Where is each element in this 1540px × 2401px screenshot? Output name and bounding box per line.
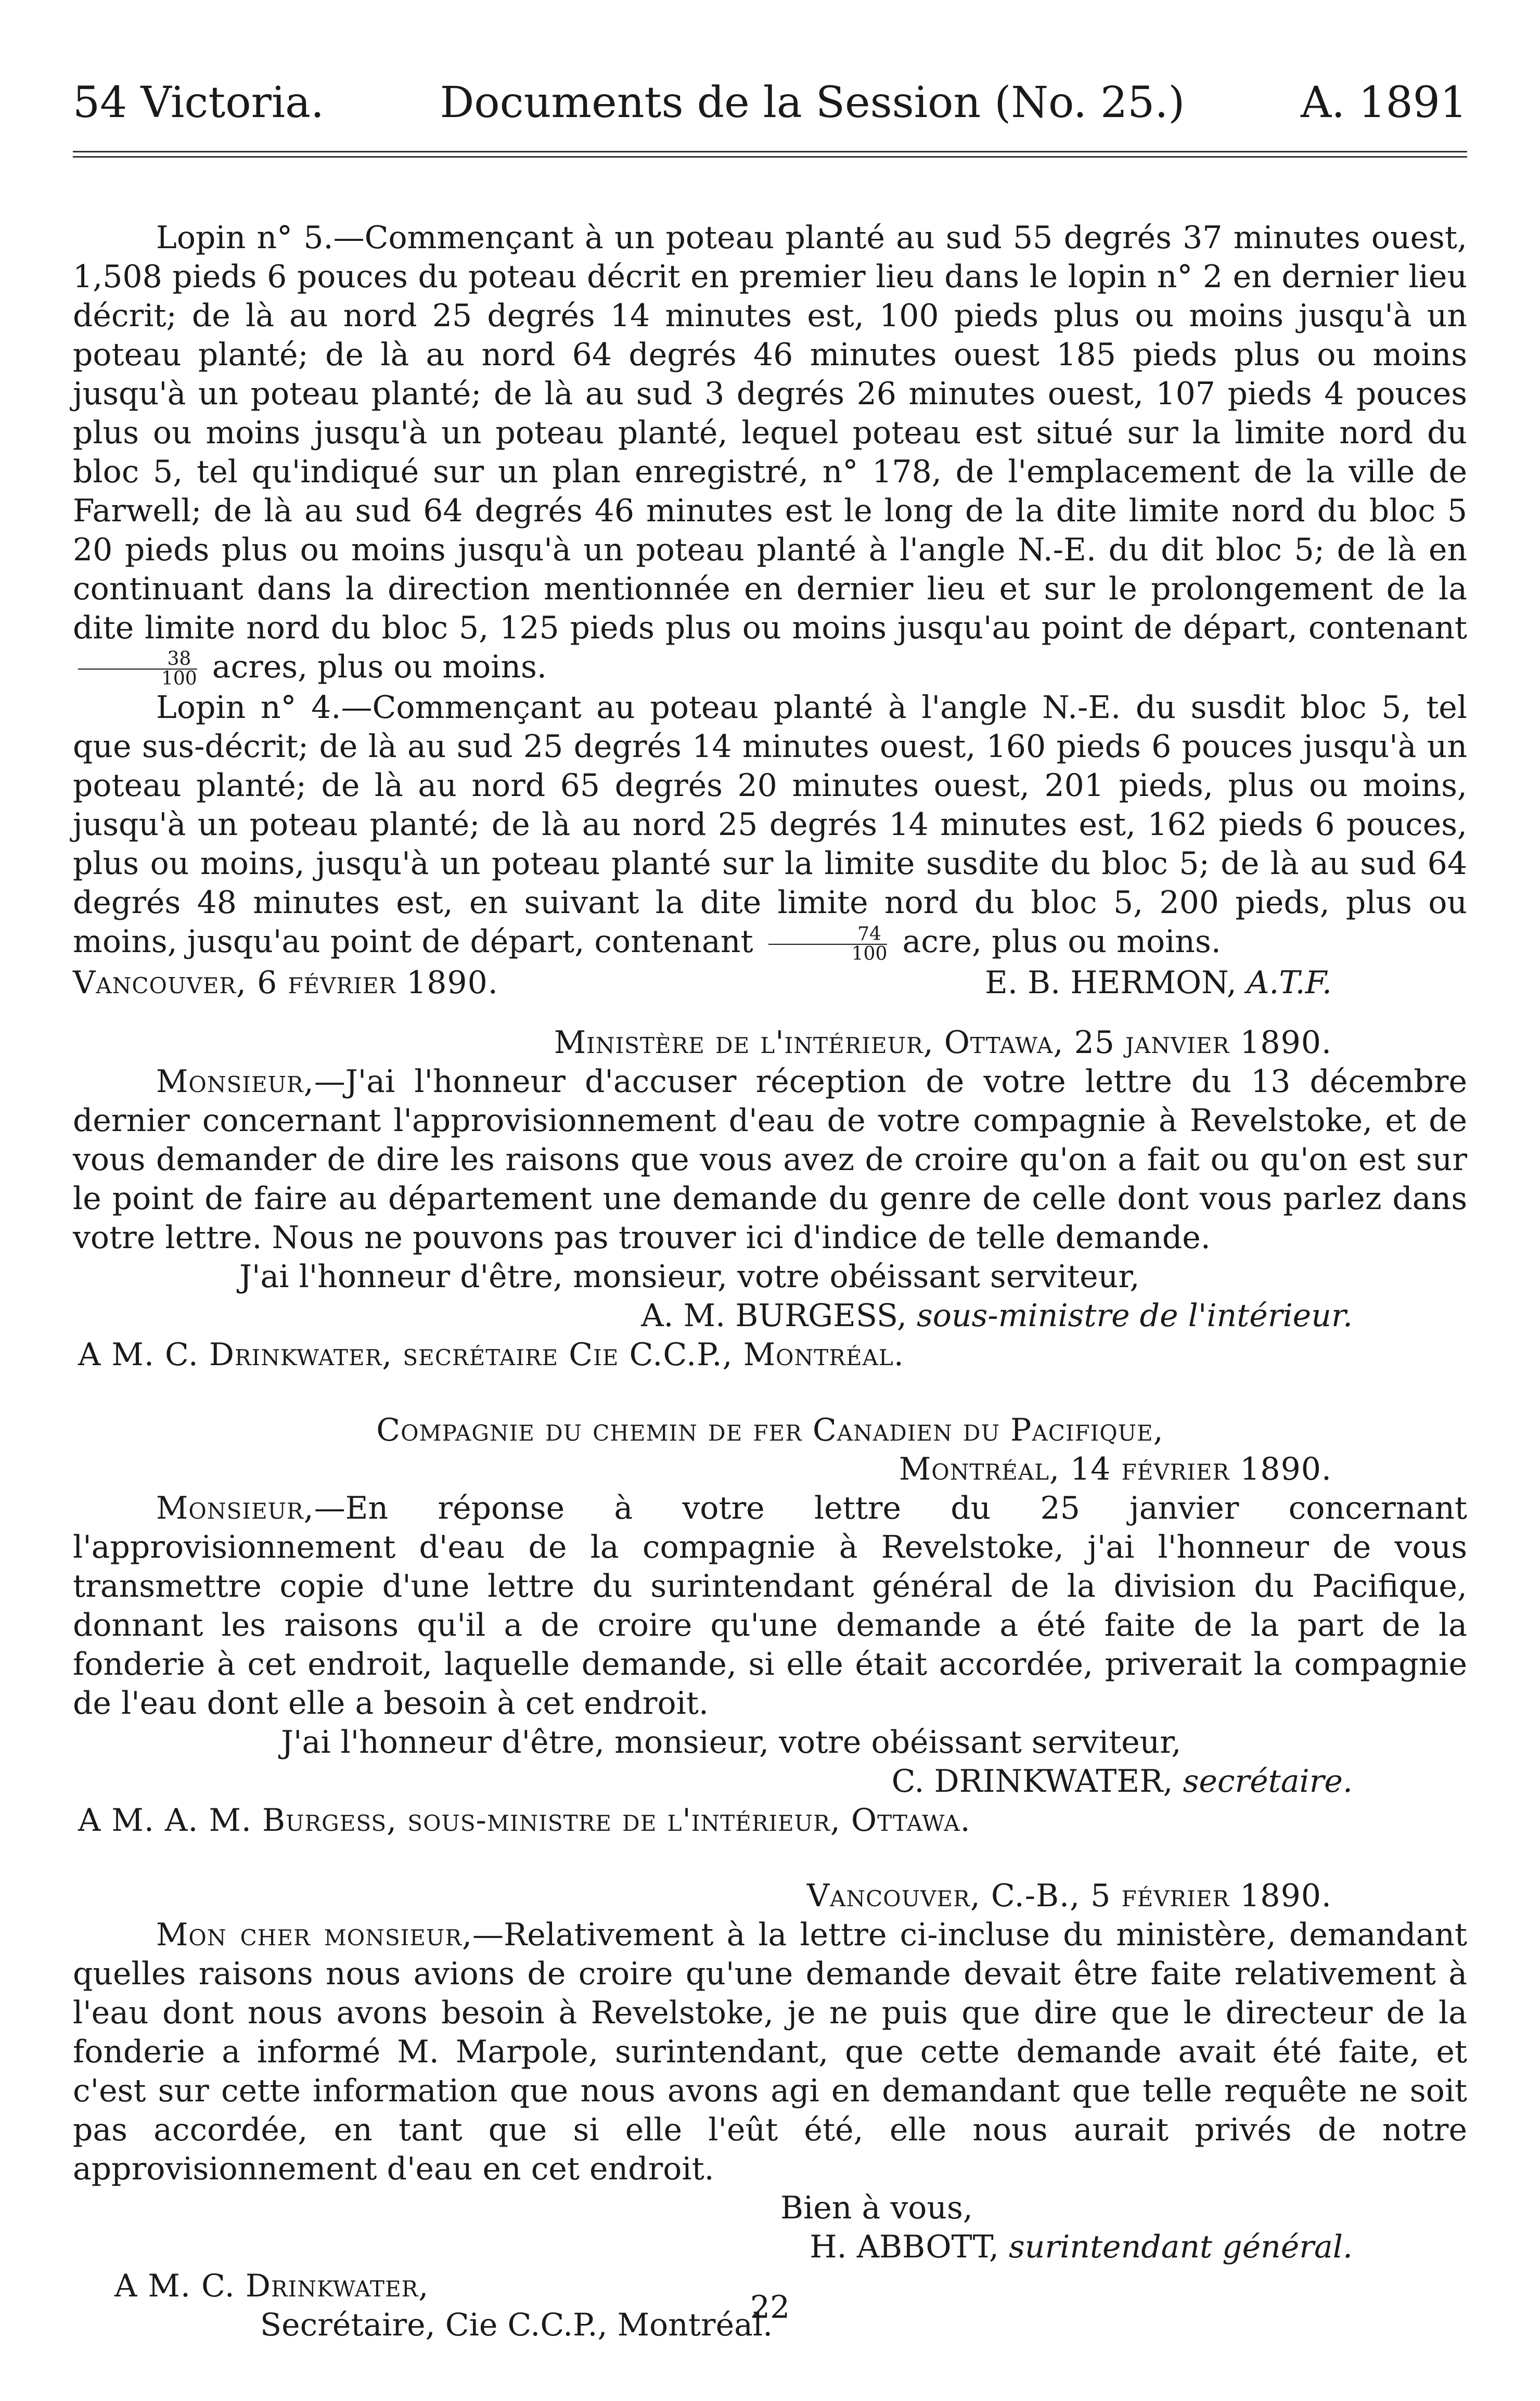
letter-2-body: Monsieur,—En réponse à votre lettre du 25 janvier concernant l'approvisionnement d'eau de la compagnie à Revelstoke, j'ai l'honneur de vous transmettre copie d'une lettre du surintendant général de la division du Pacifique, donnant les raisons qu'il a de croire qu'une demande a été faite de la part de la fonderie à cet endroit, laquelle demande, si elle était accordée, priverait la compagnie de l'eau dont elle a besoin à cet endroit. (73, 1490, 1467, 1722)
fraction-74-100: $\frac{74}{100}$ (768, 925, 888, 964)
letter-3-dateline: Vancouver, C.-B., 5 février 1890. (806, 1877, 1332, 1914)
letter-2-closing: J'ai l'honneur d'être, monsieur, votre obéissant serviteur, (281, 1724, 1182, 1761)
body-text (73, 219, 1467, 2345)
letter-1-closing: J'ai l'honneur d'être, monsieur, votre obéissant serviteur, (239, 1258, 1140, 1295)
letter-3-closing: Bien à vous, (780, 2189, 973, 2226)
letter-3-addressee-line-1: A M. C. Drinkwater, (114, 2267, 429, 2304)
header-volume: 54 Victoria. (73, 78, 325, 127)
header-title: Documents de la Session (No. 25.) (440, 78, 1185, 127)
place-date: Vancouver, 6 février 1890. (73, 964, 498, 1001)
surveyor-signature: E. B. HERMON, A.T.F. (985, 964, 1332, 1001)
lopin-4-signature-line (73, 964, 1467, 1003)
letter-2-salutation: Monsieur, (156, 1490, 314, 1526)
letter-3-body: Mon cher monsieur,—Relativement à la lettre ci-incluse du ministère, demandant quelles raisons nous avions de croire qu'une demande devait être faite relativement à l'eau dont nous avons besoin à Revelstoke, je ne puis que dire que le directeur de la fonderie a informé M. Marpole, surintendant, que cette demande avait été faite, et c'est sur cette information que nous avons agi en demandant que telle requête ne soit pas accordée, en tant que si elle l'eût été, elle nous aurait privés de notre approvisionnement d'eau en cet endroit. (73, 1916, 1467, 2187)
letter-3-salutation: Mon cher monsieur, (156, 1916, 473, 1953)
page-number: 22 (750, 2289, 790, 2326)
letter-1-signature: A. M. BURGESS, sous-ministre de l'intérieur. (641, 1297, 1353, 1334)
letter-2-addressee: A M. A. M. Burgess, sous-ministre de l'intérieur, Ottawa. (78, 1802, 971, 1839)
letter-2-signature: C. DRINKWATER, secrétaire. (891, 1763, 1353, 1800)
letter-3-addressee-line-2: Secrétaire, Cie C.C.P., Montréal. (260, 2306, 773, 2343)
letter-1-dateline: Ministère de l'intérieur, Ottawa, 25 janvier 1890. (554, 1024, 1332, 1061)
letter-1-body: Monsieur,—J'ai l'honneur d'accuser réception de votre lettre du 13 décembre dernier concernant l'approvisionnement d'eau de votre compagnie à Revelstoke, et de vous demander de dire les raisons que vous avez de croire qu'on a fait ou qu'on est sur le point de faire au département une demande du genre de celle dont vous parlez dans votre lettre. Nous ne pouvons pas trouver ici d'indice de telle demande. (73, 1063, 1467, 1256)
lopin-4-paragraph: Lopin n° 4.—Commençant au poteau planté à l'angle N.-E. du susdit bloc 5, tel que sus-décrit; de là au sud 25 degrés 14 minutes ouest, 160 pieds 6 pouces jusqu'à un poteau planté; de là au nord 65 degrés 20 minutes ouest, 201 pieds, plus ou moins, jusqu'à un poteau planté; de là au nord 25 degrés 14 minutes est, 162 pieds 6 pouces, plus ou moins, jusqu'à un poteau planté sur la limite susdite du bloc 5; de là au sud 64 degrés 48 minutes est, en suivant la dite limite nord du bloc 5, 200 pieds, plus ou moins, jusqu'au point de départ, contenant $\frac{74}{100}$ acre, plus ou moins. (73, 689, 1467, 965)
running-header (73, 78, 1467, 135)
header-rule-top (73, 151, 1467, 152)
letter-1-salutation: Monsieur, (156, 1063, 314, 1100)
header-rule-bottom (73, 156, 1467, 158)
header-year: A. 1891 (1300, 78, 1467, 127)
letter-2-heading: Compagnie du chemin de fer Canadien du Pacifique, (376, 1411, 1164, 1448)
letter-1-addressee: A M. C. Drinkwater, secrétaire Cie C.C.P., Montréal. (78, 1336, 904, 1373)
letter-2-dateline: Montréal, 14 février 1890. (899, 1450, 1332, 1487)
letter-3-signature: H. ABBOTT, surintendant général. (810, 2228, 1353, 2265)
fraction-38-100: $\frac{38}{100}$ (78, 650, 197, 688)
lopin-5-paragraph: Lopin n° 5.—Commençant à un poteau planté au sud 55 degrés 37 minutes ouest, 1,508 pieds 6 pouces du poteau décrit en premier lieu dans le lopin n° 2 en dernier lieu décrit; de là au nord 25 degrés 14 minutes est, 100 pieds plus ou moins jusqu'à un poteau planté; de là au nord 64 degrés 46 minutes ouest 185 pieds plus ou moins jusqu'à un poteau planté; de là au sud 3 degrés 26 minutes ouest, 107 pieds 4 pouces plus ou moins jusqu'à un poteau planté, lequel poteau est situé sur la limite nord du bloc 5, tel qu'indiqué sur un plan enregistré, n° 178, de l'emplacement de la ville de Farwell; de là au sud 64 degrés 46 minutes est le long de la dite limite nord du bloc 5 20 pieds plus ou moins jusqu'à un poteau planté à l'angle N.-E. du dit bloc 5; de là en continuant dans la direction mentionnée en dernier lieu et sur le prolongement de la dite limite nord du bloc 5, 125 pieds plus ou moins jusqu'au point de départ, contenant $\frac{38}{100}$ acres, plus ou moins. (73, 220, 1467, 690)
